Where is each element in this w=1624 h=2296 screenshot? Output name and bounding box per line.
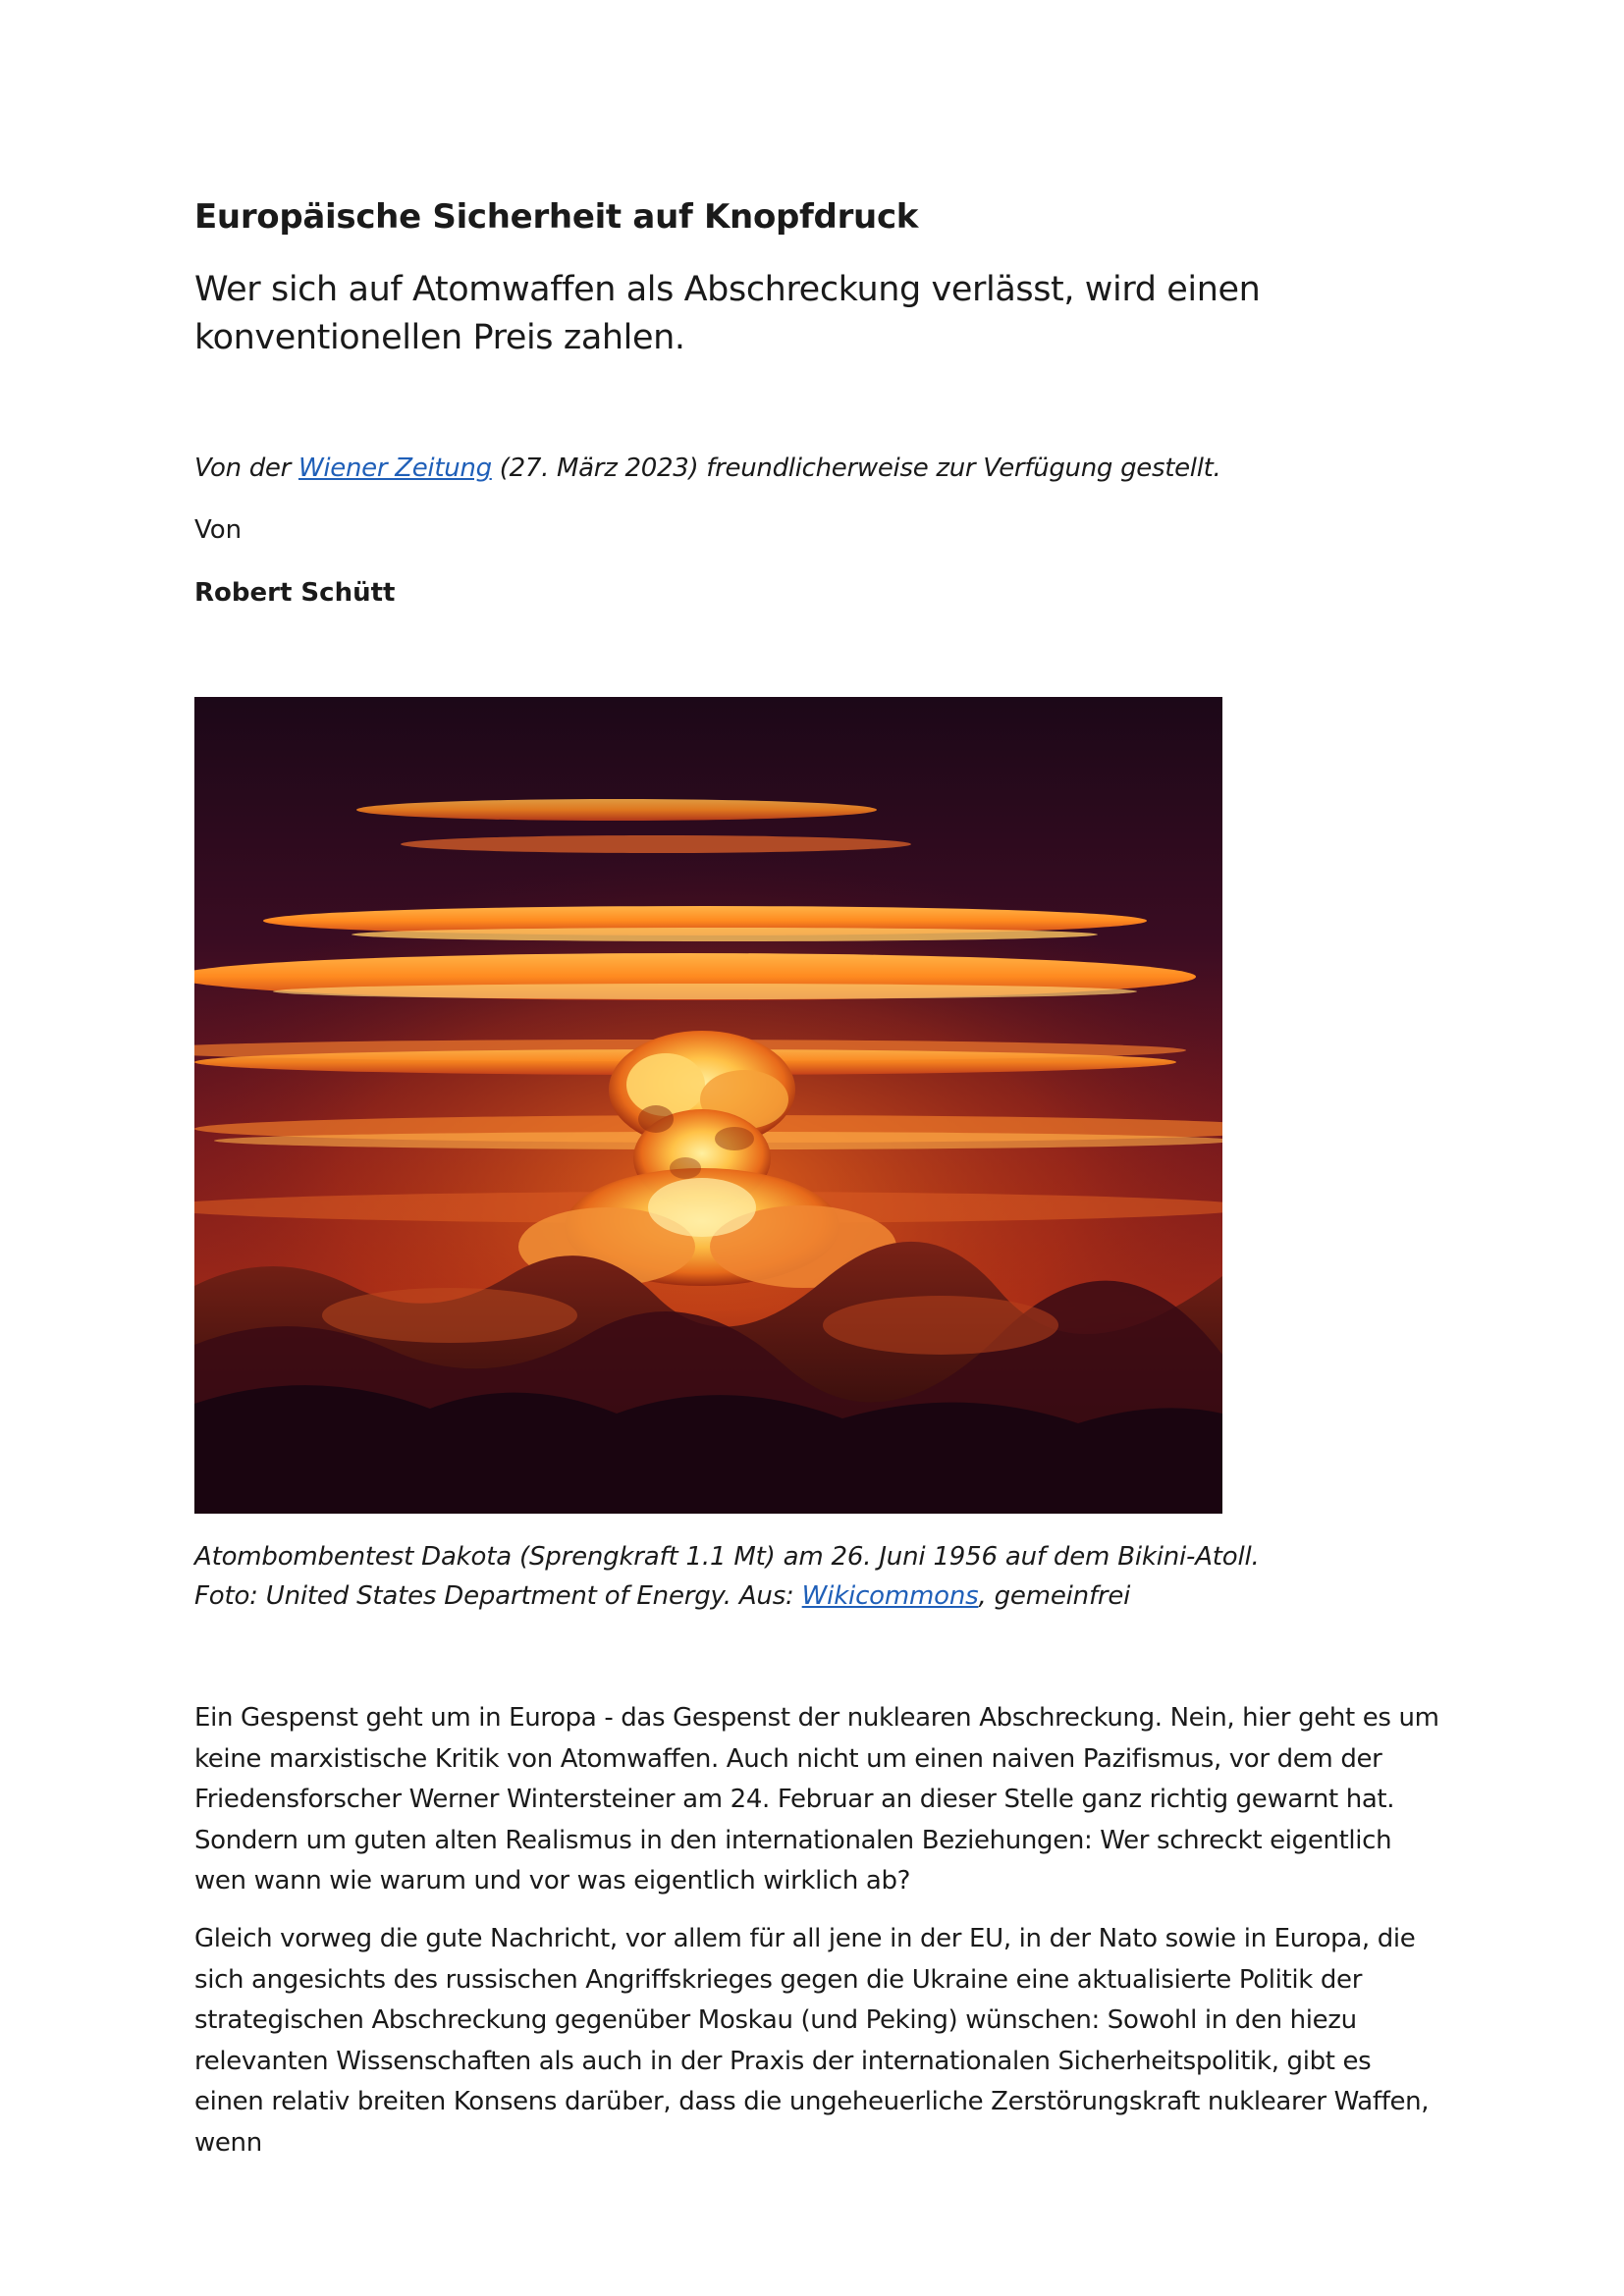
- caption-line-1: Atombombentest Dakota (Sprengkraft 1.1 Mt) am 26. Juni 1956 auf dem Bikini-Atoll.: [194, 1542, 1260, 1572]
- photo-illustration: [194, 697, 1222, 1514]
- body-paragraph-1: Ein Gespenst geht um in Europa - das Gespenst der nuklearen Abschreckung. Nein, hier geht es um keine marxistische Kritik von Atomwaffen. Auch nicht um einen naiven Pazifismus, vor dem der Friedensforscher Werner Wintersteiner am 24. Februar an dieser Stelle ganz richtig gewarnt hat. Sondern um guten alten Realismus in den internationalen Beziehungen: Wer schreckt eigentlich wen wann wie warum und vor was eigentlich wirklich ab?: [194, 1703, 1439, 1896]
- source-prefix: Von der: [194, 454, 298, 483]
- source-suffix: (27. März 2023) freundlicherweise zur Verfügung gestellt.: [491, 454, 1221, 483]
- source-link[interactable]: Wiener Zeitung: [298, 454, 492, 483]
- byline-prefix: Von: [194, 515, 243, 545]
- caption-line-2: [194, 1576, 1260, 1616]
- caption-credit: Foto: United States Department of Energy. Aus:: [194, 1581, 802, 1611]
- author-name: Robert Schütt: [194, 578, 396, 608]
- body-paragraph-2: Gleich vorweg die gute Nachricht, vor allem für all jene in der EU, in der Nato sowie in Europa, die sich angesichts des russischen Angriffskrieges gegen die Ukraine eine aktualisierte Politik der strategischen Abschreckung gegenüber Moskau (und Peking) wünschen: Sowohl in den hiezu relevanten Wissenschaften als auch in der Praxis der internationalen Sicherheitspolitik, gibt es einen relativ breiten Konsens darüber, dass die ungeheuerliche Zerstörungskraft nuklearer Waffen, wenn: [194, 1924, 1430, 2158]
- article-subtitle: Wer sich auf Atomwaffen als Abschreckung verlässt, wird einen konventionellen Preis zahlen.: [194, 270, 1261, 357]
- photo-caption: [194, 1537, 1260, 1616]
- wikicommons-link[interactable]: Wikicommons: [801, 1581, 979, 1611]
- mushroom-cloud-photo: [194, 697, 1222, 1514]
- caption-license: , gemeinfrei: [978, 1581, 1131, 1611]
- source-note: [194, 454, 1221, 483]
- article-title: Europäische Sicherheit auf Knopfdruck: [194, 197, 919, 237]
